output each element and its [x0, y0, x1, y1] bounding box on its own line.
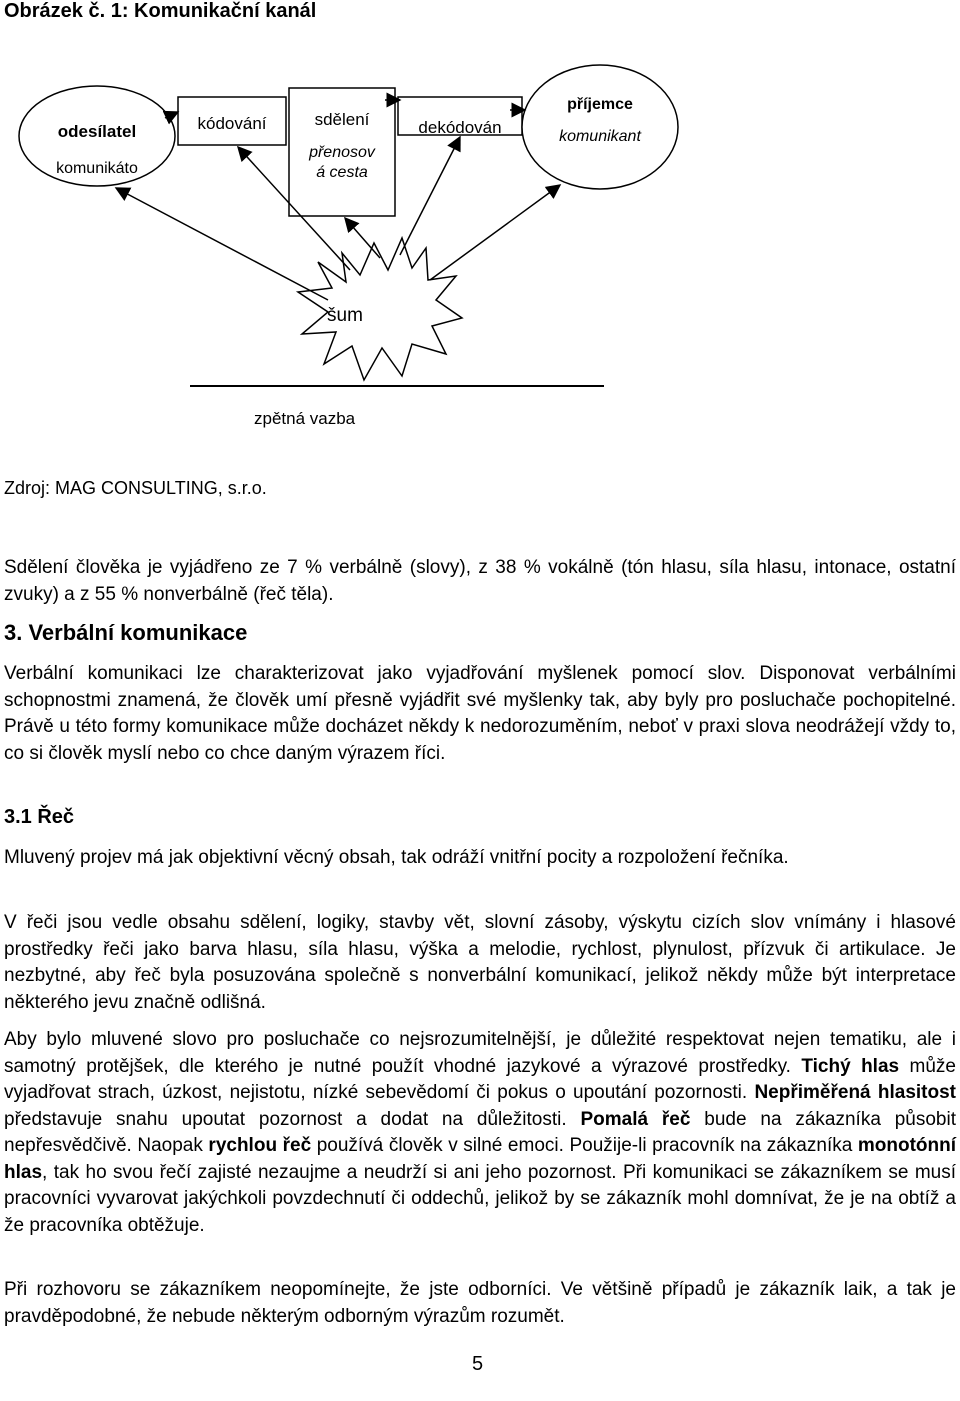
bold-monotone-voice: monotónní hlas — [4, 1135, 956, 1183]
bold-loudness: Nepřiměřená hlasitost — [754, 1082, 956, 1103]
page-number: 5 — [472, 1353, 484, 1375]
section-3-1-paragraph-2: V řeči jsou vedle obsahu sdělení, logiky, stavby vět, slovní zásoby, výskytu cizích slov vnímány i hlasové prostředky řeči jako barva hlasu, síla hlasu, výška a melodie, rychlost, plynulost, přízvuk či artikulace. Je nezbytné, aby řeč byla posuzována společně s nonverbální komunikací, jelikož někdy může být interpretace některého jevu značně odlišná. — [4, 912, 956, 1013]
decoding-label: dekódován — [418, 118, 502, 135]
arrow-noise-receiver — [430, 185, 560, 280]
bold-fast-speech: rychlou řeč — [208, 1135, 312, 1156]
noise-label: šum — [327, 305, 363, 326]
receiver-title: příjemce — [567, 96, 633, 113]
bold-slow-speech: Pomalá řeč — [580, 1108, 691, 1130]
channel-label-2: á cesta — [316, 164, 368, 181]
section-3-1-paragraph-1: Mluvený projev má jak objektivní věcný obsah, tak odráží vnitřní pocity a rozpoložení řečníka. — [4, 847, 789, 868]
receiver-ellipse — [522, 65, 678, 189]
section-3-paragraph: Verbální komunikaci lze charakterizovat jako vyjadřování myšlenek pomocí slov. Disponovat verbálními schopnostmi znamená, že člověk umí přesně vyjádřit své myšlenky tak, aby byly pro posluchače pochopitelné. Právě u této formy komunikace může docházet někdy k nedorozuměním, neboť v praxi slova neodrážejí vždy to, co si člověk myslí nebo co chce daným výrazem říci. — [4, 663, 956, 764]
channel-label-1: přenosov — [309, 144, 375, 161]
encoding-label: kódování — [197, 114, 267, 133]
section-3-1-paragraph-3: Aby bylo mluvené slovo pro posluchače co nejsrozumitelnější, je důležité respektovat nejen tematiku, ale i samotný protějšek, dle kterého je nutné použít vhodné jazykové a výrazové prostředky. Tichý hlas může vyjadřovat strach, úzkost, nejistotu, nízké sebevědomí či pokus o upoutání pozornosti. Nepřiměřená hlasitost představuje snahu upoutat pozornost a dodat na důležitosti. Pomalá řeč bude na zákazníka působit nepřesvědčivě. Naopak rychlou řeč používá člověk v silné emoci. Použije-li pracovník na zákazníka monotónní hlas, tak ho svou řečí zajisté nezaujme a neudrží si ani jeho pozornost. Při komunikaci se zákazníkem se musí pracovníci vyvarovat jakýchkoli povzdechnutí či oddechů, jelikož by se zákazník mohl domnívat, že je na obtíž a že pracovníka obtěžuje. — [4, 1029, 956, 1236]
communication-channel-diagram — [0, 0, 960, 440]
receiver-sub: komunikant — [559, 128, 641, 145]
figure-source: Zdroj: MAG CONSULTING, s.r.o. — [4, 478, 267, 498]
arrow-noise-decoding — [400, 137, 460, 255]
bold-quiet-voice: Tichý hlas — [801, 1055, 900, 1077]
sender-sub: komunikáto — [56, 160, 138, 177]
figure-caption: Obrázek č. 1: Komunikační kanál — [4, 0, 317, 22]
section-3-1-title: 3.1 Řeč — [4, 806, 75, 828]
message-label: sdělení — [314, 110, 370, 129]
section-3-title: 3. Verbální komunikace — [4, 620, 248, 645]
intro-paragraph: Sdělení člověka je vyjádřeno ze 7 % verbálně (slovy), z 38 % vokálně (tón hlasu, síla hlasu, intonace, ostatní zvuky) a z 55 % nonverbálně (řeč těla). — [4, 557, 956, 605]
feedback-label: zpětná vazba — [254, 409, 356, 428]
arrow-noise-message — [345, 218, 380, 258]
sender-title: odesílatel — [57, 122, 137, 141]
section-3-1-paragraph-4: Při rozhovoru se zákazníkem neopomínejte, že jste odborníci. Ve většině případů je zákazník laik, a tak je pravděpodobné, že nebude některým odborným výrazům rozumět. — [4, 1279, 956, 1327]
